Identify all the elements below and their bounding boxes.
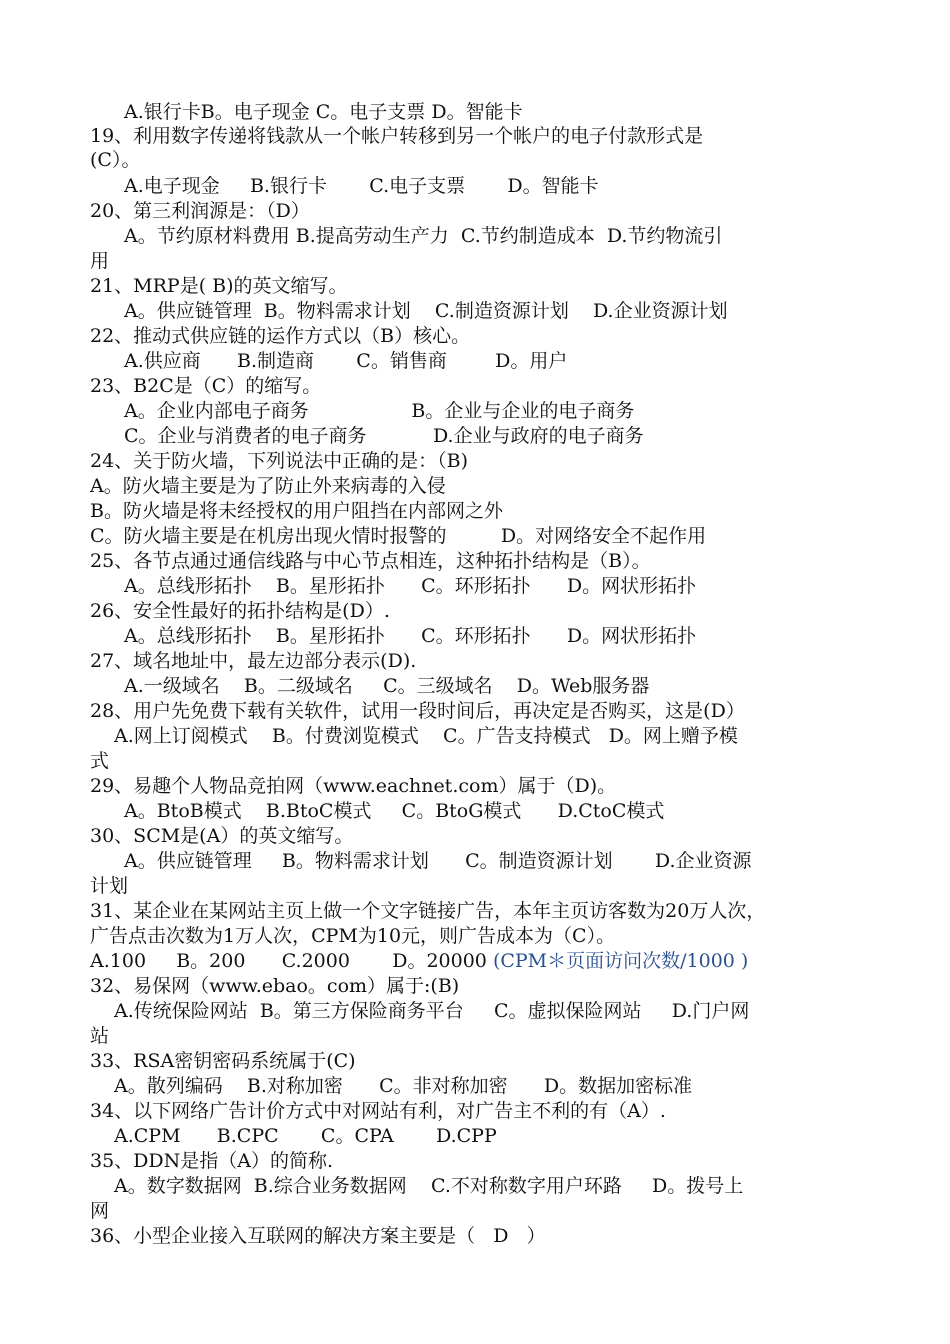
q35-options: A。数字数据网 B.综合业务数据网 C.不对称数字用户环路 D。拨号上 (114, 1175, 744, 1197)
q26-options: A。总线形拓扑 B。星形拓扑 C。环形拓扑 D。网状形拓扑 (124, 625, 697, 647)
q27-options: A.一级域名 B。二级域名 C。三级域名 D。Web服务器 (124, 675, 650, 697)
q23-options-1: A。企业内部电子商务 B。企业与企业的电子商务 (124, 400, 635, 422)
q20-question: 20、第三利润源是：（D） (90, 200, 310, 222)
q29-question: 29、易趣个人物品竞拍网（www.eachnet.com）属于（D)。 (90, 775, 617, 797)
q28-question: 28、用户先免费下载有关软件，试用一段时间后，再决定是否购买，这是(D） (90, 700, 745, 722)
q31-question: 31、某企业在某网站主页上做一个文字链接广告，本年主页访客数为20万人次， (90, 900, 766, 922)
q28-options-cont: 式 (90, 750, 110, 772)
q34-options: A.CPM B.CPC C。CPA D.CPP (114, 1125, 497, 1147)
q19-question-cont: (C）。 (90, 149, 141, 171)
q32-question: 32、易保网（www.ebao。com）属于:(B) (90, 975, 460, 997)
q23-question: 23、B2C是（C）的缩写。 (90, 375, 322, 397)
q21-options: A。供应链管理 B。物料需求计划 C.制造资源计划 D.企业资源计划 (124, 300, 728, 322)
q25-options: A。总线形拓扑 B。星形拓扑 C。环形拓扑 D。网状形拓扑 (124, 575, 697, 597)
q24-option-b: B。防火墙是将未经授权的用户阻挡在内部网之外 (90, 500, 503, 522)
q23-options-2: C。企业与消费者的电子商务 D.企业与政府的电子商务 (124, 425, 644, 447)
q20-options: A。节约原材料费用 B.提高劳动生产力 C.节约制造成本 D.节约物流引 (124, 225, 723, 247)
formula-note: (CPM＊页面访问次数/1000 ) (492, 950, 749, 972)
q31-options (90, 949, 748, 973)
q30-options-cont: 计划 (90, 875, 129, 897)
q24-option-a: A。防火墙主要是为了防止外来病毒的入侵 (90, 475, 446, 497)
q28-options: A.网上订阅模式 B。付费浏览模式 C。广告支持模式 D。网上赠予模 (114, 725, 738, 747)
q34-question: 34、以下网络广告计价方式中对网站有利，对广告主不利的有（A）. (90, 1100, 666, 1122)
q31-question-cont: 广告点击次数为1万人次，CPM为10元，则广告成本为（C）。 (90, 925, 616, 947)
q30-question: 30、SCM是(A）的英文缩写。 (90, 825, 354, 847)
q31-options-text: A.100 B。200 C.2000 D。20000 (90, 950, 493, 972)
q18-options: A.银行卡B。电子现金 C。电子支票 D。智能卡 (124, 101, 523, 123)
q35-options-cont: 网 (90, 1200, 110, 1222)
q32-options: A.传统保险网站 B。第三方保险商务平台 C。虚拟保险网站 D.门户网 (114, 1000, 750, 1022)
q21-question: 21、MRP是( B)的英文缩写。 (90, 275, 348, 297)
q24-option-cd: C。防火墙主要是在机房出现火情时报警的 D。对网络安全不起作用 (90, 525, 707, 547)
q30-options: A。供应链管理 B。物料需求计划 C。制造资源计划 D.企业资源 (124, 850, 752, 872)
q32-options-cont: 站 (90, 1025, 110, 1047)
q35-question: 35、DDN是指（A）的简称. (90, 1150, 334, 1172)
q33-question: 33、RSA密钥密码系统属于(C) (90, 1050, 356, 1072)
q19-options: A.电子现金 B.银行卡 C.电子支票 D。智能卡 (124, 175, 599, 197)
q26-question: 26、安全性最好的拓扑结构是(D）. (90, 600, 390, 622)
q27-question: 27、域名地址中，最左边部分表示(D). (90, 650, 417, 672)
q19-question: 19、利用数字传递将钱款从一个帐户转移到另一个帐户的电子付款形式是 (90, 125, 704, 147)
q36-question: 36、小型企业接入互联网的解决方案主要是（ D ） (90, 1225, 546, 1247)
q22-options: A.供应商 B.制造商 C。销售商 D。用户 (124, 350, 568, 372)
q33-options: A。散列编码 B.对称加密 C。非对称加密 D。数据加密标准 (114, 1075, 693, 1097)
q22-question: 22、推动式供应链的运作方式以（B）核心。 (90, 325, 471, 347)
q20-options-cont: 用 (90, 250, 110, 272)
q24-question: 24、关于防火墙，下列说法中正确的是：（B) (90, 450, 469, 472)
q29-options: A。BtoB模式 B.BtoC模式 C。BtoG模式 D.CtoC模式 (124, 800, 665, 822)
q25-question: 25、各节点通过通信线路与中心节点相连，这种拓扑结构是（B）。 (90, 550, 651, 572)
